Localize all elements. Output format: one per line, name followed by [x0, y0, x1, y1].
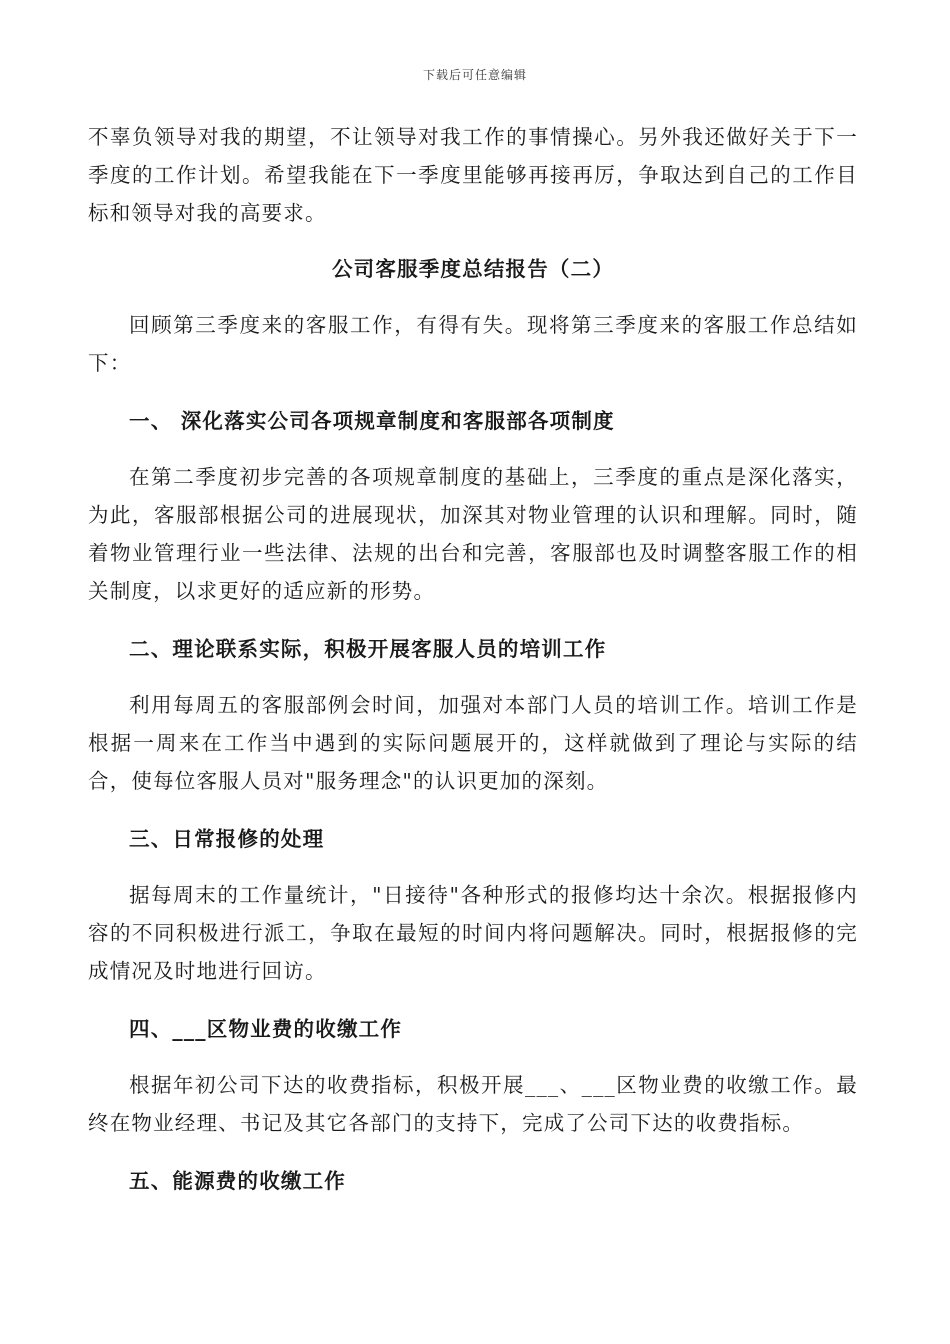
section-4-body: 根据年初公司下达的收费指标，积极开展___、___区物业费的收缴工作。最终在物业经理、书记及其它各部门的支持下，完成了公司下达的收费指标。	[88, 1073, 858, 1135]
section-2-heading: 二、理论联系实际，积极开展客服人员的培训工作	[129, 637, 607, 661]
section-2-body: 利用每周五的客服部例会时间，加强对本部门人员的培训工作。培训工作是根据一周来在工作当中遇到的实际问题展开的，这样就做到了理论与实际的结合，使每位客服人员对"服务理念"的认识更加的深刻。	[88, 693, 858, 793]
opening-paragraph: 回顾第三季度来的客服工作，有得有失。现将第三季度来的客服工作总结如下：	[88, 313, 858, 375]
document-body	[88, 118, 858, 1200]
section-3-body: 据每周末的工作量统计，"日接待"各种形式的报修均达十余次。根据报修内容的不同积极进行派工，争取在最短的时间内将问题解决。同时，根据报修的完成情况及时地进行回访。	[88, 883, 858, 983]
section-1-body: 在第二季度初步完善的各项规章制度的基础上，三季度的重点是深化落实，为此，客服部根据公司的进展现状，加深其对物业管理的认识和理解。同时，随着物业管理行业一些法律、法规的出台和完善，客服部也及时调整客服工作的相关制度，以求更好的适应新的形势。	[88, 465, 858, 603]
section-3-heading: 三、日常报修的处理	[129, 827, 325, 851]
document-title: 公司客服季度总结报告（二）	[331, 257, 615, 281]
section-5-heading: 五、能源费的收缴工作	[129, 1169, 346, 1193]
intro-paragraph: 不辜负领导对我的期望，不让领导对我工作的事情操心。另外我还做好关于下一季度的工作计划。希望我能在下一季度里能够再接再厉，争取达到自己的工作目标和领导对我的高要求。	[88, 125, 858, 225]
header-note: 下载后可任意编辑	[422, 68, 527, 82]
section-1-heading: 一、 深化落实公司各项规章制度和客服部各项制度	[129, 409, 615, 433]
section-4-heading: 四、___区物业费的收缴工作	[129, 1017, 403, 1041]
